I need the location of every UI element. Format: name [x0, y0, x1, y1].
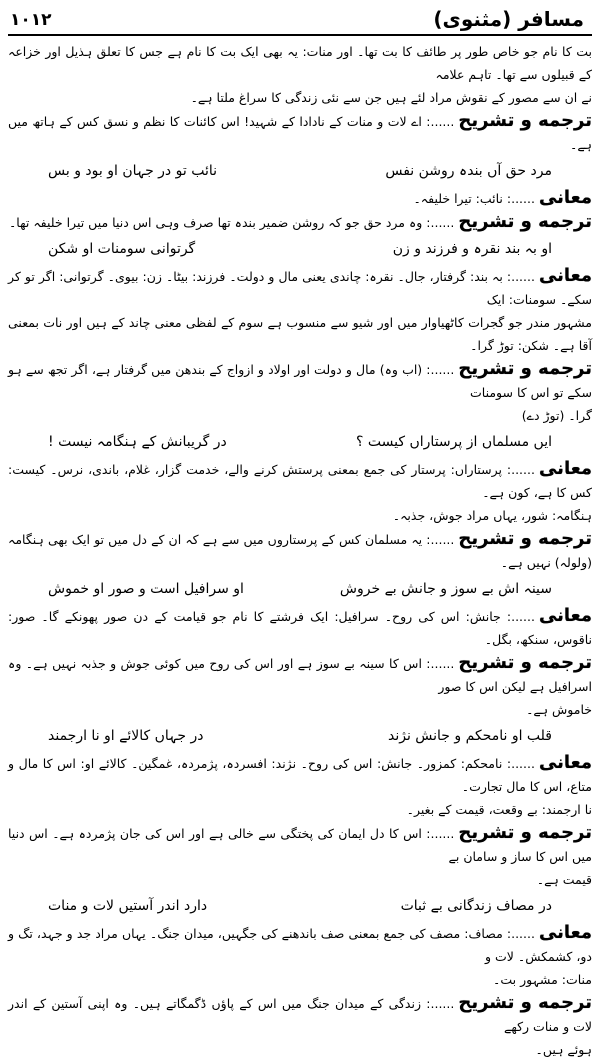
section-text: زندگی کے میدان جنگ میں اس کے پاؤں ڈگمگاتے ہیں۔ وہ اپنی آستین کے اندر لات و منات رکھے [8, 996, 592, 1034]
text-line [8, 311, 592, 357]
verse-couplet [8, 156, 592, 186]
verse-hemistich: در مصاف زندگانی بے ثبات [400, 898, 552, 914]
text-line: نے ان سے مصور کے نقوش مراد لئے ہیں جن سے نئی زندگی کا سراغ ملتا ہے۔ [190, 90, 592, 105]
verse-hemistich: قلب او نامحکم و جانش نژند [387, 728, 552, 744]
translation-label: ترجمه و تشریح [458, 652, 593, 673]
verse-hemistich: او بہ بند نقرہ و فرزند و زن [392, 241, 552, 257]
section-translation [8, 357, 592, 404]
verse-couplet [8, 721, 592, 751]
page-header [8, 4, 592, 36]
meanings-label: معانی [538, 752, 592, 773]
section-translation [8, 210, 592, 234]
section-text: نائب: تیرا خلیفہ۔ [413, 191, 503, 206]
section-text: (اب وہ) مال و دولت اور اولاد و ازواج کے بندھن میں گرفتار ہے، اگر تجھ سے ہو سکے تو اس کا سومنات [8, 362, 592, 400]
text-line: بت کا نام جو خاص طور پر طائف کا بت تھا۔ اور منات: یہ بھی ایک بت کا نام ہے جس کا تعلق ہذیل اور خزاعہ کے قبیلوں سے تھا۔ تاہم علامہ [8, 44, 592, 82]
separator: ......: [502, 269, 535, 284]
translation-label: ترجمه و تشریح [458, 358, 592, 379]
separator: ......: [421, 114, 455, 129]
meanings-label: معانی [538, 187, 592, 208]
section-text: منات: مشہور بت۔ [493, 972, 592, 987]
section-meanings [8, 751, 592, 798]
meanings-label: معانی [538, 265, 592, 286]
section-text: اس کا سینہ بے سوز ہے اور اس کی روح میں کوئی جوش و جذبہ نہیں ہے۔ وہ اسرافیل ہے لیکن اس کا صور [8, 656, 592, 694]
verse-hemistich: او سرافیل است و صور او خموش [48, 581, 244, 597]
translation-label: ترجمه و تشریح [458, 211, 592, 232]
section-text: ہوئے ہیں۔ [535, 1042, 592, 1057]
separator: ......: [422, 215, 455, 230]
translation-label: ترجمه و تشریح [458, 528, 593, 549]
section-meanings [8, 264, 592, 311]
text-line [8, 504, 592, 527]
separator: ......: [422, 362, 455, 377]
section-text: اس کا دل ایمان کی پختگی سے خالی ہے اور اس کی جان پژمردہ ہے۔ اس دنیا میں اس کا ساز و سامان بے [8, 826, 592, 864]
section-text: ہنگامہ: شور، یہاں مراد جوش، جذبہ۔ [392, 508, 592, 523]
verse-couplet [8, 574, 592, 604]
page-number: ۱۰۱۲ [10, 10, 52, 30]
section-text: وہ مرد حق جو کہ روشن ضمیر بندہ تھا صرف وہی اس دنیا میں تیرا خلیفہ تھا۔ [8, 215, 423, 230]
verse-hemistich: ایں مسلماں از پرستاراں کیست ؟ [356, 434, 552, 450]
text-line [8, 968, 592, 991]
sections-container [8, 109, 592, 1061]
section-translation [8, 651, 592, 698]
page-body [8, 40, 592, 1061]
section-meanings [8, 604, 592, 651]
section-text: مصاف: مصف کی جمع بمعنی صف باندھنے کی جگہیں، میدان جنگ۔ یہاں مراد جد و جہد، تگ و دو، کشمکش۔ لات و [8, 926, 592, 964]
verse-hemistich: گرتوانی سومنات او شکن [48, 241, 196, 257]
separator: ......: [421, 656, 455, 671]
section-translation [8, 527, 592, 574]
verse-hemistich: دارد اندر آستیں لات و منات [48, 898, 208, 914]
translation-label: ترجمه و تشریح [458, 992, 592, 1013]
text-line [8, 1038, 592, 1061]
separator: ......: [422, 532, 455, 547]
section-text: گرا۔ (توڑ دے) [521, 408, 592, 423]
meanings-label: معانی [538, 605, 592, 626]
separator: ......: [502, 926, 535, 941]
separator: ......: [502, 756, 535, 771]
text-line [8, 404, 592, 427]
section-text: خاموش ہے۔ [526, 702, 592, 717]
verse-couplet [8, 427, 592, 457]
separator: ......: [421, 996, 455, 1011]
book-page [8, 4, 593, 1057]
section-translation [8, 109, 592, 156]
translation-label: ترجمه و تشریح [458, 822, 592, 843]
meanings-label: معانی [538, 922, 592, 943]
section-text: بہ بند: گرفتار، جال۔ نقرہ: چاندی یعنی مال و دولت۔ فرزند: بیٹا۔ زن: بیوی۔ گرتوانی: اگر تو کر سکے۔ سومنات: ایک [8, 269, 592, 307]
verse-hemistich: در جہاں کالائے او نا ارجمند [48, 728, 204, 744]
verse-hemistich: در گریبانش کے ہنگامہ نیست ! [48, 434, 227, 450]
section-text: نا ارجمند: بے وقعت، قیمت کے بغیر۔ [406, 802, 592, 817]
verse-hemistich: نائب تو در جہان او بود و بس [48, 163, 218, 179]
page-title: مسافر (مثنوی) [433, 7, 584, 31]
section-text: پرستاراں: پرستار کی جمع بمعنی پرستش کرنے والے، خدمت گزار، غلام، باندی، نرس۔ کیست: کس کا ہے، کون ہے۔ [8, 462, 592, 500]
section-meanings [8, 186, 592, 210]
section-text: جانش: اس کی روح۔ سرافیل: ایک فرشتے کا نام جو قیامت کے دن صور پھونکے گا۔ صور: ناقوس، سنکھ، بگل۔ [8, 609, 592, 647]
section-text: اے لات و منات کے نادادا کے شہید! اس کائنات کا نظم و نسق کس کے ہاتھ میں ہے۔ [8, 114, 592, 152]
text-line [8, 798, 592, 821]
section-text: قیمت ہے۔ [536, 872, 592, 887]
verse-hemistich: مرد حق آں بندہ روشن نفس [385, 163, 552, 179]
section-meanings [8, 457, 592, 504]
text-line [8, 698, 592, 721]
translation-label: ترجمه و تشریح [458, 110, 592, 131]
separator: ......: [502, 191, 535, 206]
section-meanings [8, 921, 592, 968]
section-text: یہ مسلمان کس کے پرستاروں میں سے ہے کہ ان کے دل میں تو ایک بھی ہنگامہ (ولولہ) نہیں ہے۔ [8, 532, 592, 570]
separator: ......: [421, 826, 455, 841]
verse-hemistich: سینہ اش بے سوز و جانش بے خروش [339, 581, 552, 597]
verse-couplet [8, 234, 592, 264]
meanings-label: معانی [538, 458, 593, 479]
section-translation [8, 991, 592, 1038]
verse-couplet [8, 891, 592, 921]
section-text: نامحکم: کمزور۔ جانش: اس کی روح۔ نژند: افسردہ، پژمردہ، غمگین۔ کالائے او: اس کا مال و متاع، اس کا مال تجارت۔ [8, 756, 592, 794]
text-line [8, 868, 592, 891]
separator: ......: [500, 609, 535, 624]
section-translation [8, 821, 592, 868]
section-text: مشہور مندر جو گجرات کاٹھیاوار میں اور شیو سے منسوب ہے سوم کے لفظی معنی چاند کے ہیں اور نات بمعنی آقا ہے۔ شکن: توڑ گرا۔ [8, 315, 592, 353]
separator: ......: [502, 462, 535, 477]
